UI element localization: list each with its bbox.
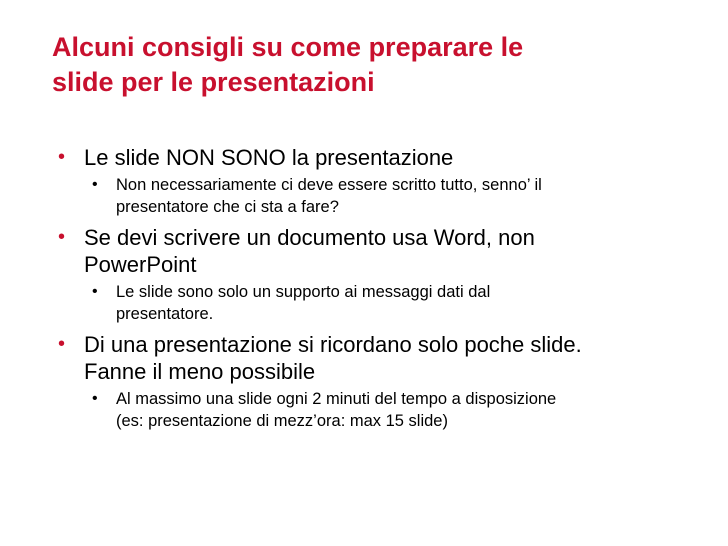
title-line: Alcuni consigli su come preparare le [52, 32, 524, 62]
bullet-dot-icon: • [58, 226, 66, 248]
sub-bullet-item [58, 174, 678, 218]
sub-bullet-text: (es: presentazione di mezz’ora: max 15 slide) [116, 412, 448, 430]
sub-bullet-item [58, 388, 678, 432]
bullet-item [58, 224, 678, 278]
bullet-dot-icon: • [92, 390, 98, 407]
sub-bullet-text: Non necessariamente ci deve essere scritto tutto, senno’ il [116, 176, 542, 194]
bullet-text: Di una presentazione si ricordano solo poche slide. [84, 332, 582, 357]
sub-bullet-item [58, 281, 678, 325]
sub-bullet-text: Al massimo una slide ogni 2 minuti del tempo a disposizione [116, 390, 557, 408]
bullet-text: Le slide NON SONO la presentazione [84, 145, 454, 170]
bullet-dot-icon: • [58, 146, 66, 168]
bullet-dot-icon: • [92, 283, 98, 300]
bullet-item [58, 331, 678, 385]
slide-title [52, 30, 692, 100]
bullet-dot-icon: • [92, 176, 98, 193]
bullet-dot-icon: • [58, 333, 66, 355]
sub-bullet-text: Le slide sono solo un supporto ai messaggi dati dal [116, 283, 491, 301]
bullet-text: PowerPoint [84, 252, 197, 277]
sub-bullet-text: presentatore che ci sta a fare? [116, 198, 339, 216]
bullet-list [58, 144, 678, 432]
bullet-item [58, 144, 678, 171]
bullet-text: Fanne il meno possibile [84, 359, 316, 384]
title-line: slide per le presentazioni [52, 67, 375, 97]
sub-bullet-text: presentatore. [116, 305, 214, 323]
bullet-text: Se devi scrivere un documento usa Word, non [84, 225, 535, 250]
